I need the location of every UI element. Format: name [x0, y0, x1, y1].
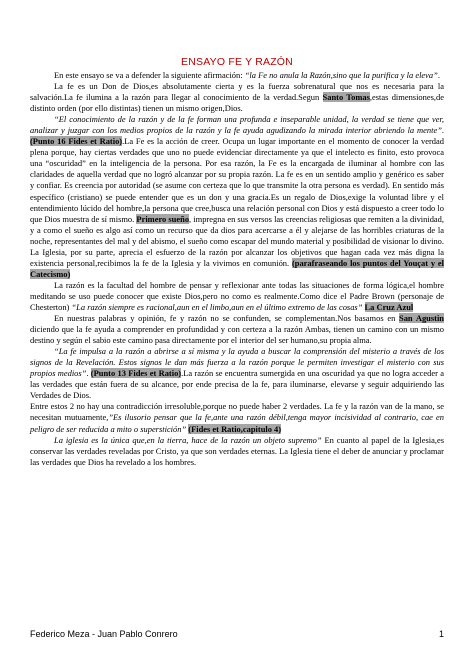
- text-run: .: [86, 368, 91, 379]
- highlighted-reference: (parafraseando los puntos del Youçat y el Catecismo): [30, 257, 444, 279]
- paragraph: [30, 401, 444, 434]
- paragraph: [30, 70, 444, 81]
- text-run: La fe es un Don de Dios,es absolutamente cierta y es la fuerza sobrenatural que nos es necesaria para la salvación.La fe ilumina a la razón para llegar al conocimiento de la verdad.Segun: [30, 81, 444, 103]
- text-run: .: [437, 70, 440, 80]
- text-run: .: [441, 125, 444, 136]
- italic-quote: “El conocimiento de la razón y de la fe forman una profunda e inseparable unidad, la verdad se tiene que ver, analizar y juzgar con los medios propios de la razón y la fe ayuda agudizando la mirada interior abriendo la mente”: [30, 114, 444, 136]
- highlighted-reference: (Fides et Ratio,capitulo 4): [188, 423, 282, 434]
- text-run: , impregna en sus versos las creencias religiosas que remiten a la divinidad, y a como el sueño es algo así como un recurso que da dios para acercarse a él y alejarse de las horribles criaturas de la noche, representantes del mal y del abismo, el sueño como escapar del mundo material y posibilidad de visionar lo divino. La Iglesia, por su parte, aprecia el esfuerzo de la razón por alcanzar los objetivos que hagan cada vez más digna la existencia personal,recibimos la fe de la Iglesia y la vivimos en comunión.: [30, 213, 445, 268]
- page-footer: [30, 629, 444, 639]
- footer-authors: Federico Meza - Juan Pablo Conrero: [30, 629, 178, 639]
- document-body: [30, 70, 444, 468]
- text-run: diciendo que la fe ayuda a comprender en profundidad y con certeza a la razón Ambas, tienen un camino con un mismo destino y según el sabio este camino pasa directamente por el interior del ser humano,su propia alma.: [30, 324, 444, 346]
- paragraph: [30, 81, 444, 114]
- text-run: ,estas dimensiones,de distinto orden (por ello distintas) tienen un mismo origen,Dios.: [30, 92, 444, 114]
- highlighted-reference: Primero sueño: [136, 213, 190, 224]
- text-run: En nuestras palabras y opinión, fe y razón no se confunden, se complementan.Nos basamos en: [54, 313, 399, 324]
- highlighted-reference: La Cruz Azul: [364, 301, 414, 312]
- text-run: En cuanto al papel de la Iglesia,es conservar las verdades reveladas por Cristo, ya que son verdades eternas. La Iglesia tiene el deber de anunciar y proclamar las verdades que Dios ha revelado a los hombres.: [30, 434, 444, 467]
- highlighted-reference: (Punto 13 Fides et Ratio): [90, 368, 182, 379]
- highlighted-reference: Santo Tomas: [322, 92, 370, 103]
- paragraph: [30, 435, 444, 468]
- text-run: .La razón se encuentra sumergida en una oscuridad ya que no logra acceder a las verdades que están fuera de su alcance, por ende precisa de la fe, para iluminarse, elevarse y seguir adquiriendo las Verdades de Dios.: [30, 368, 444, 401]
- paragraph: [30, 346, 444, 401]
- page-number: 1: [438, 629, 444, 639]
- paragraph: [30, 280, 444, 313]
- paragraph: [30, 114, 444, 280]
- document-title: ENSAYO FE Y RAZÓN: [181, 56, 293, 68]
- highlighted-reference: (Punto 16 Fides et Ratio): [30, 136, 123, 147]
- italic-quote: “la Fe no anula la Razón,sino que la purifica y la eleva”: [244, 70, 438, 80]
- text-run: .La Fe es la acción de creer. Ocupa un lugar importante en el momento de conocer la verdad plena porque, hay ciertas verdades que uno no puede evidenciar directamente ya que el intelecto es finito, esto provoca una “oscuridad” en la inteligencia de la persona. Por esa razón, la Fe es la encargada de iluminar al hombre con las claridades de aquella verdad que no logró alcanzar por su propia razón. La fe es en un sentido amplio y genérico es saber y confiar. Es creencia por autoridad (se asume con certeza que lo que transmite la otra persona es verdad). En sentido más específico (cristiano) se puede entender que es un don y una gracia.Es un regalo de Dios,exige la voluntad libre y el entendimiento lúcido del hombre,la persona que cree,busca una relación personal con Dios y está dispuesto a creer todo lo que Dios muestra de sí mismo.: [30, 136, 444, 224]
- highlighted-reference: San Agustin: [399, 313, 444, 324]
- text-run: Entre estos 2 no hay una contradicción irresoluble,porque no puede haber 2 verdades. La fe y la razón van de la mano, se necesitan mutuamente,: [30, 401, 444, 423]
- text-run: En este ensayo se va a defender la siguiente afirmación:: [54, 70, 245, 80]
- text-run: La razón es la facultad del hombre de pensar y reflexionar ante todas las situaciones de forma lógica,el hombre meditando se uso puede conocer que existe Dios,pero no como es realmente.Como dice el Padre Brown (personaje de Chesterton): [30, 279, 444, 312]
- italic-quote: “La razón siempre es racional,aun en el limbo,aun en el último extremo de las cosas”: [71, 301, 363, 312]
- italic-quote: “La fe impulsa a la razón a abrirse a sí misma y la ayuda a buscar la comprensión del misterio a través de los signos de la Revelación. Estos signos le dan más fuerza a la razón porque le permiten investigar el misterio con sus propios medios”: [30, 346, 444, 379]
- italic-quote: ”Es ilusorio pensar que la fe,ante una razón débil,tenga mayor incisividad al contrario, cae en peligro de ser reducida a mito o superstición”: [30, 412, 444, 434]
- italic-quote: La iglesia es la única que,en la tierra, hace de la razón un objeto supremo”: [54, 434, 322, 445]
- paragraph: [30, 313, 444, 346]
